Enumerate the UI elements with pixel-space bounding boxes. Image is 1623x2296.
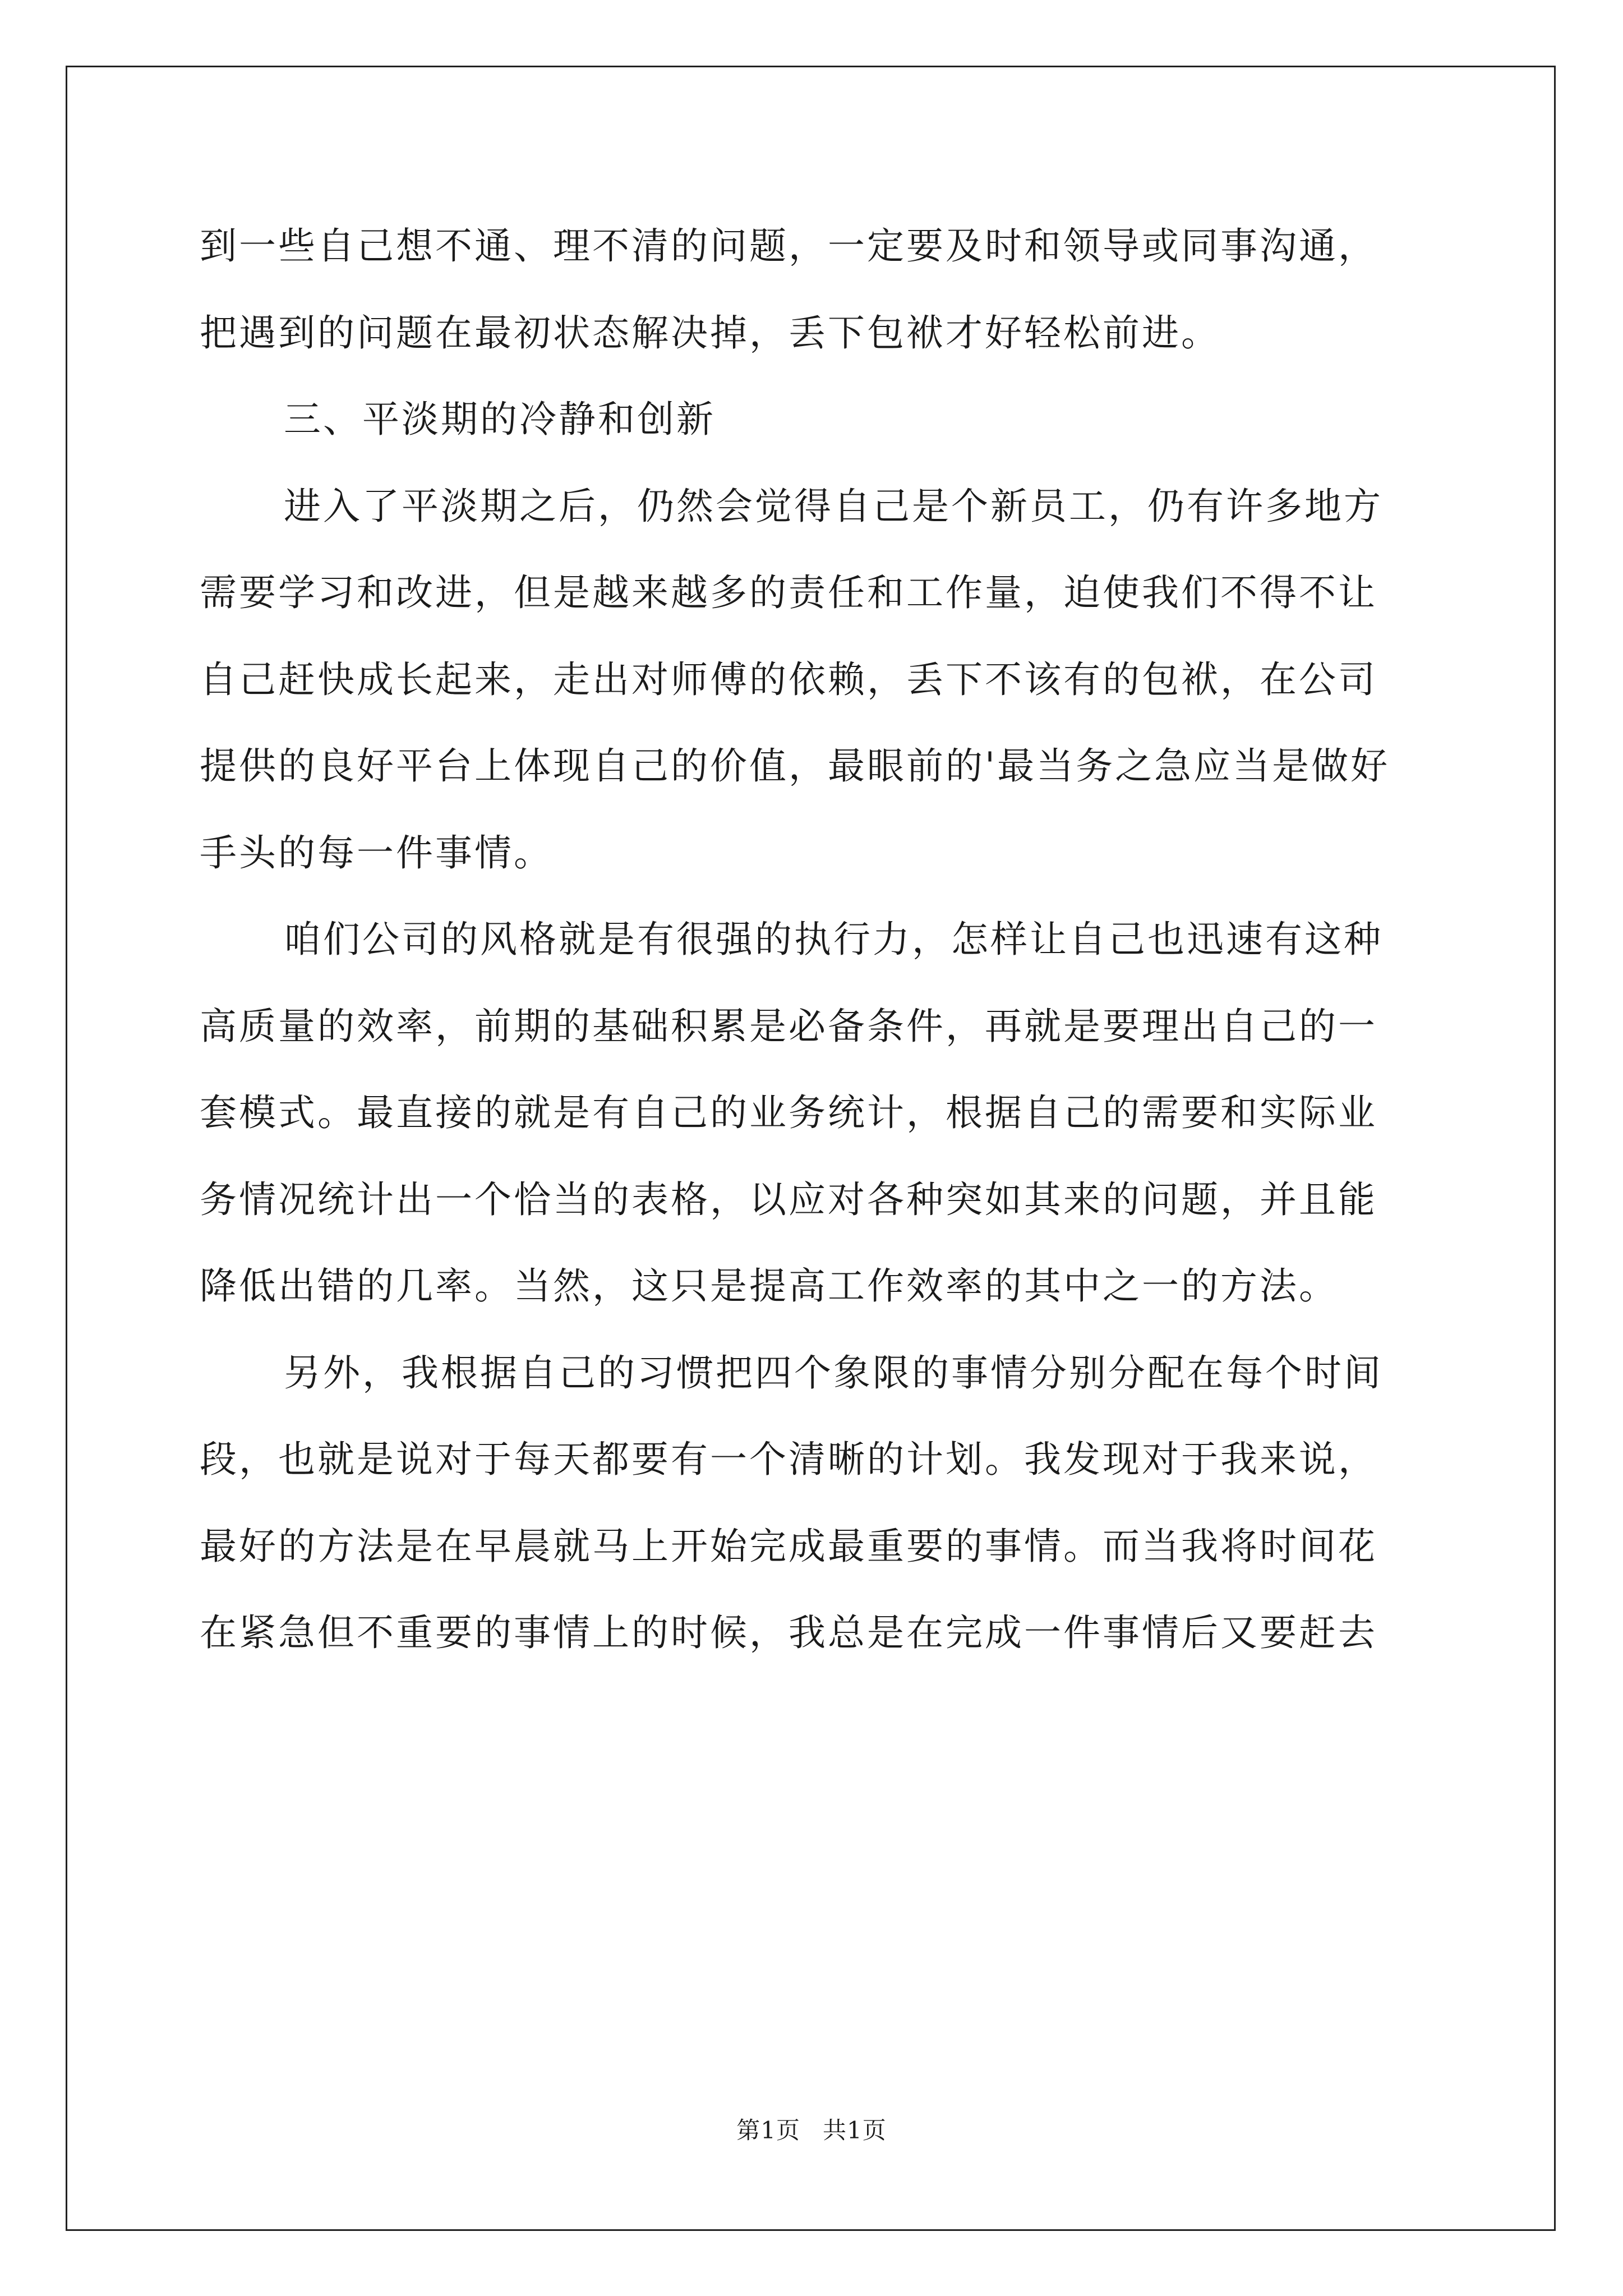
text-line: 套模式。最直接的就是有自己的业务统计，根据自己的需要和实际业 <box>200 1091 1377 1134</box>
document-body <box>200 203 1428 1677</box>
text-line: 高质量的效率，前期的基础积累是必备条件，再就是要理出自己的一 <box>200 1004 1377 1048</box>
text-line: 在紧急但不重要的事情上的时候，我总是在完成一件事情后又要赶去 <box>200 1611 1377 1654</box>
text-line: 另外，我根据自己的习惯把四个象限的事情分别分配在每个时间 <box>284 1351 1383 1395</box>
section-heading: 三、平淡期的冷静和创新 <box>284 398 716 441</box>
text-line: 进入了平淡期之后，仍然会觉得自己是个新员工，仍有许多地方 <box>284 484 1383 528</box>
text-line: 到一些自己想不通、理不清的问题，一定要及时和领导或同事沟通， <box>200 224 1377 268</box>
page-total: 共1页 <box>823 2116 887 2144</box>
text-line: 最好的方法是在早晨就马上开始完成最重要的事情。而当我将时间花 <box>200 1524 1377 1568</box>
text-line: 需要学习和改进，但是越来越多的责任和工作量，迫使我们不得不让 <box>200 571 1377 614</box>
text-line: 务情况统计出一个恰当的表格，以应对各种突如其来的问题，并且能 <box>200 1177 1377 1221</box>
text-line: 降低出错的几率。当然，这只是提高工作效率的其中之一的方法。 <box>200 1264 1338 1308</box>
text-line: 把遇到的问题在最初状态解决掉，丢下包袱才好轻松前进。 <box>200 311 1220 355</box>
text-line: 手头的每一件事情。 <box>200 831 553 875</box>
text-line: 自己赶快成长起来，走出对师傅的依赖，丢下不该有的包袱，在公司 <box>200 657 1377 701</box>
page-number: 第1页 <box>736 2116 800 2144</box>
text-line: 咱们公司的风格就是有很强的执行力，怎样让自己也迅速有这种 <box>284 918 1383 961</box>
page-footer <box>0 2112 1623 2146</box>
text-line: 段，也就是说对于每天都要有一个清晰的计划。我发现对于我来说， <box>200 1438 1377 1481</box>
text-line: 提供的良好平台上体现自己的价值，最眼前的'最当务之急应当是做好 <box>200 744 1390 788</box>
